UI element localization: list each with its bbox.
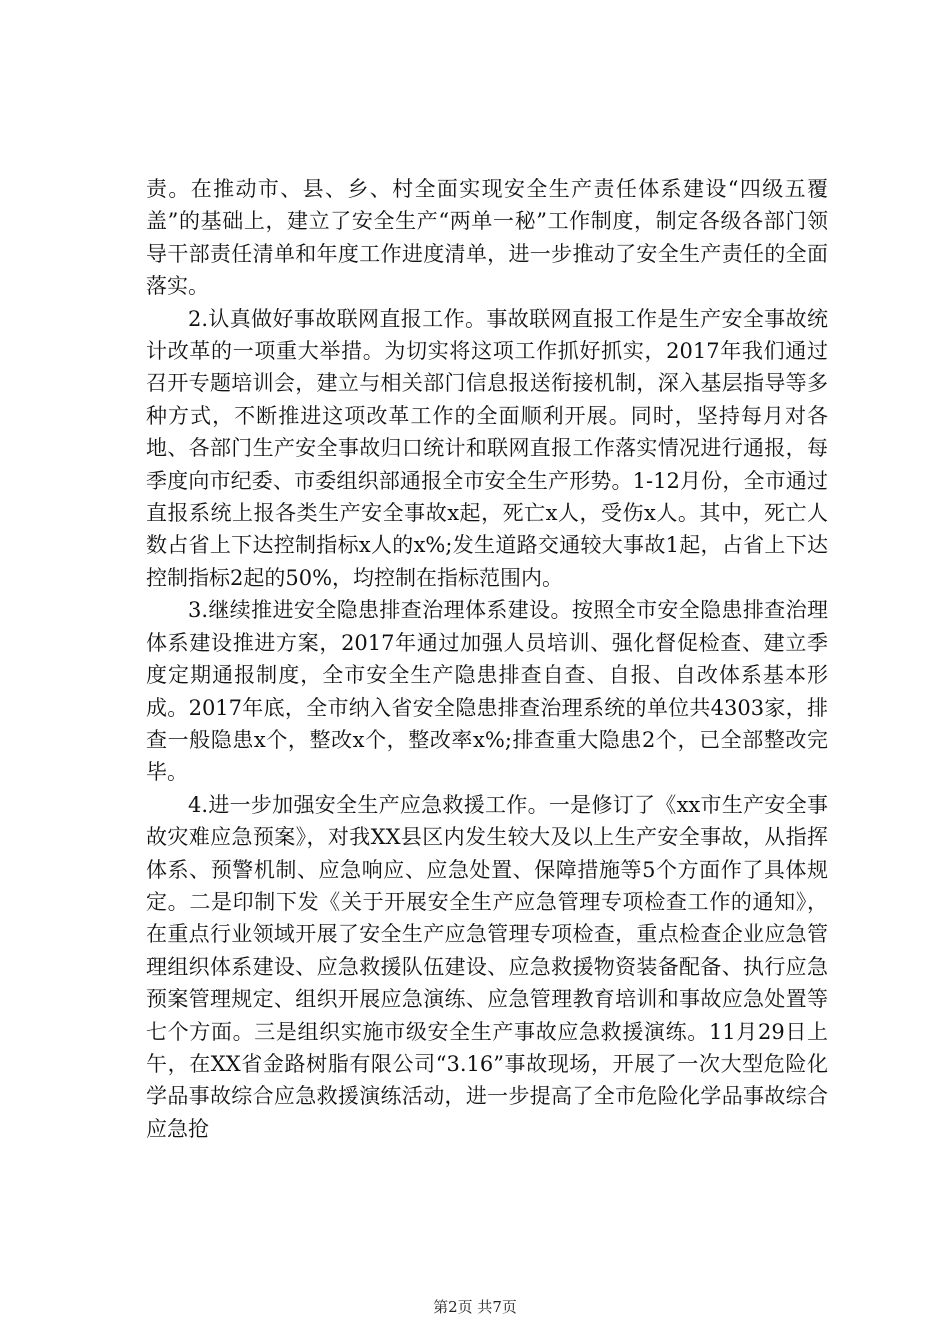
paragraph-hazard-inspection: 3.继续推进安全隐患排查治理体系建设。按照全市安全隐患排查治理体系建设推进方案，2017年通过加强人员培训、强化督促检查、建立季度定期通报制度，全市安全生产隐患排查自查、自报、自改体系基本形成。2017年底，全市纳入省安全隐患排查治理系统的单位共4303家，排查一般隐患x个，整改x个，整改率x%;排查重大隐患2个，已全部整改完毕。 — [146, 598, 828, 785]
document-body — [146, 173, 828, 1145]
page-footer: 第2页 共7页 — [433, 1298, 517, 1316]
paragraph-continuation: 责。在推动市、县、乡、村全面实现安全生产责任体系建设“四级五覆盖”的基础上，建立了安全生产“两单一秘”工作制度，制定各级各部门领导干部责任清单和年度工作进度清单，进一步推动了安全生产责任的全面落实。 — [146, 177, 828, 299]
paragraph-emergency-rescue: 4.进一步加强安全生产应急救援工作。一是修订了《xx市生产安全事故灾难应急预案》，对我XX县区内发生较大及以上生产安全事故，从指挥体系、预警机制、应急响应、应急处置、保障措施等5个方面作了具体规定。二是印制下发《关于开展安全生产应急管理专项检查工作的通知》，在重点行业领域开展了安全生产应急管理专项检查，重点检查企业应急管理组织体系建设、应急救援队伍建设、应急救援物资装备配备、执行应急预案管理规定、组织开展应急演练、应急管理教育培训和事故应急处置等七个方面。三是组织实施市级安全生产事故应急救援演练。11月29日上午，在XX省金路树脂有限公司“3.16”事故现场，开展了一次大型危险化学品事故综合应急救援演练活动，进一步提高了全市危险化学品事故综合应急抢 — [146, 792, 828, 1141]
paragraph-accident-reporting: 2.认真做好事故联网直报工作。事故联网直报工作是生产安全事故统计改革的一项重大举措。为切实将这项工作抓好抓实，2017年我们通过召开专题培训会，建立与相关部门信息报送衔接机制，深入基层指导等多种方式，不断推进这项改革工作的全面顺利开展。同时，坚持每月对各地、各部门生产安全事故归口统计和联网直报工作落实情况进行通报，每季度向市纪委、市委组织部通报全市安全生产形势。1-12月份，全市通过直报系统上报各类生产安全事故x起，死亡x人，受伤x人。其中，死亡人数占省上下达控制指标x人的x%;发生道路交通较大事故1起，占省上下达控制指标2起的50%，均控制在指标范围内。 — [146, 306, 828, 590]
